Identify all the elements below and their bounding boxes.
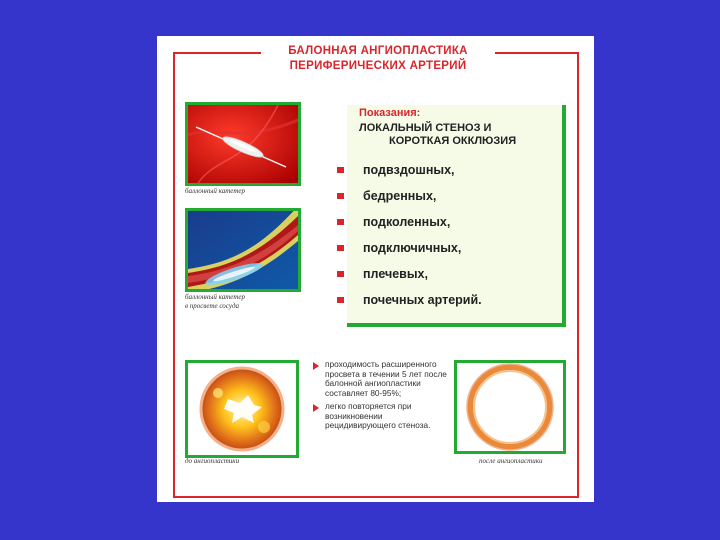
subtitle-line-1: ЛОКАЛЬНЫЙ СТЕНОЗ И [359, 122, 492, 134]
list-item [333, 162, 482, 188]
result-text: проходимость расширенного просвета в течении 5 лет после балонной ангиопластики составляет 80-95%; [325, 359, 447, 398]
title-line-2: ПЕРИФЕРИЧЕСКИХ АРТЕРИЙ [289, 60, 467, 72]
bullet-icon [337, 245, 344, 251]
result-text: легко повторяется при возникновении рецидивирующего стеноза. [325, 401, 431, 430]
list-item-label: плечевых, [363, 267, 428, 281]
list-item [333, 214, 482, 240]
result-item [313, 402, 448, 431]
bullet-icon [337, 297, 344, 303]
frame-line [173, 52, 175, 498]
triangle-bullet-icon [313, 404, 319, 412]
caption-line: в просвете сосуда [185, 302, 239, 310]
catheter-in-vessel-photo [185, 208, 301, 292]
bullet-icon [337, 219, 344, 225]
catheter-photo [185, 102, 301, 186]
indications-list [333, 162, 482, 318]
title-line-1: БАЛОННАЯ АНГИОПЛАСТИКА [288, 45, 468, 57]
list-item-label: подвздошных, [363, 163, 455, 177]
bullet-icon [337, 167, 344, 173]
subtitle-line-2: КОРОТКАЯ ОККЛЮЗИЯ [389, 135, 517, 147]
caption-after: после ангиопластики [479, 457, 543, 465]
poster [157, 36, 594, 502]
list-item [333, 292, 482, 318]
frame-line [173, 496, 579, 498]
before-photo [185, 360, 299, 458]
poster-title [261, 44, 495, 74]
caption-catheter: баллонный катетер [185, 187, 245, 195]
caption-catheter-in-vessel [185, 293, 245, 311]
list-item [333, 266, 482, 292]
list-item-label: бедренных, [363, 189, 437, 203]
indications-heading: Показания: [359, 107, 421, 119]
bullet-icon [337, 193, 344, 199]
indications-subtitle [359, 122, 569, 148]
list-item-label: подколенных, [363, 215, 451, 229]
list-item-label: почечных артерий. [363, 293, 482, 307]
list-item [333, 240, 482, 266]
caption-before: до ангиопластики [185, 457, 240, 465]
caption-line: баллонный катетер [185, 293, 245, 301]
list-item-label: подключичных, [363, 241, 462, 255]
frame-line [577, 52, 579, 498]
bullet-icon [337, 271, 344, 277]
results-list [313, 360, 448, 435]
frame-line [495, 52, 579, 54]
triangle-bullet-icon [313, 362, 319, 370]
after-photo [454, 360, 566, 454]
result-item [313, 360, 448, 398]
frame-line [173, 52, 261, 54]
list-item [333, 188, 482, 214]
